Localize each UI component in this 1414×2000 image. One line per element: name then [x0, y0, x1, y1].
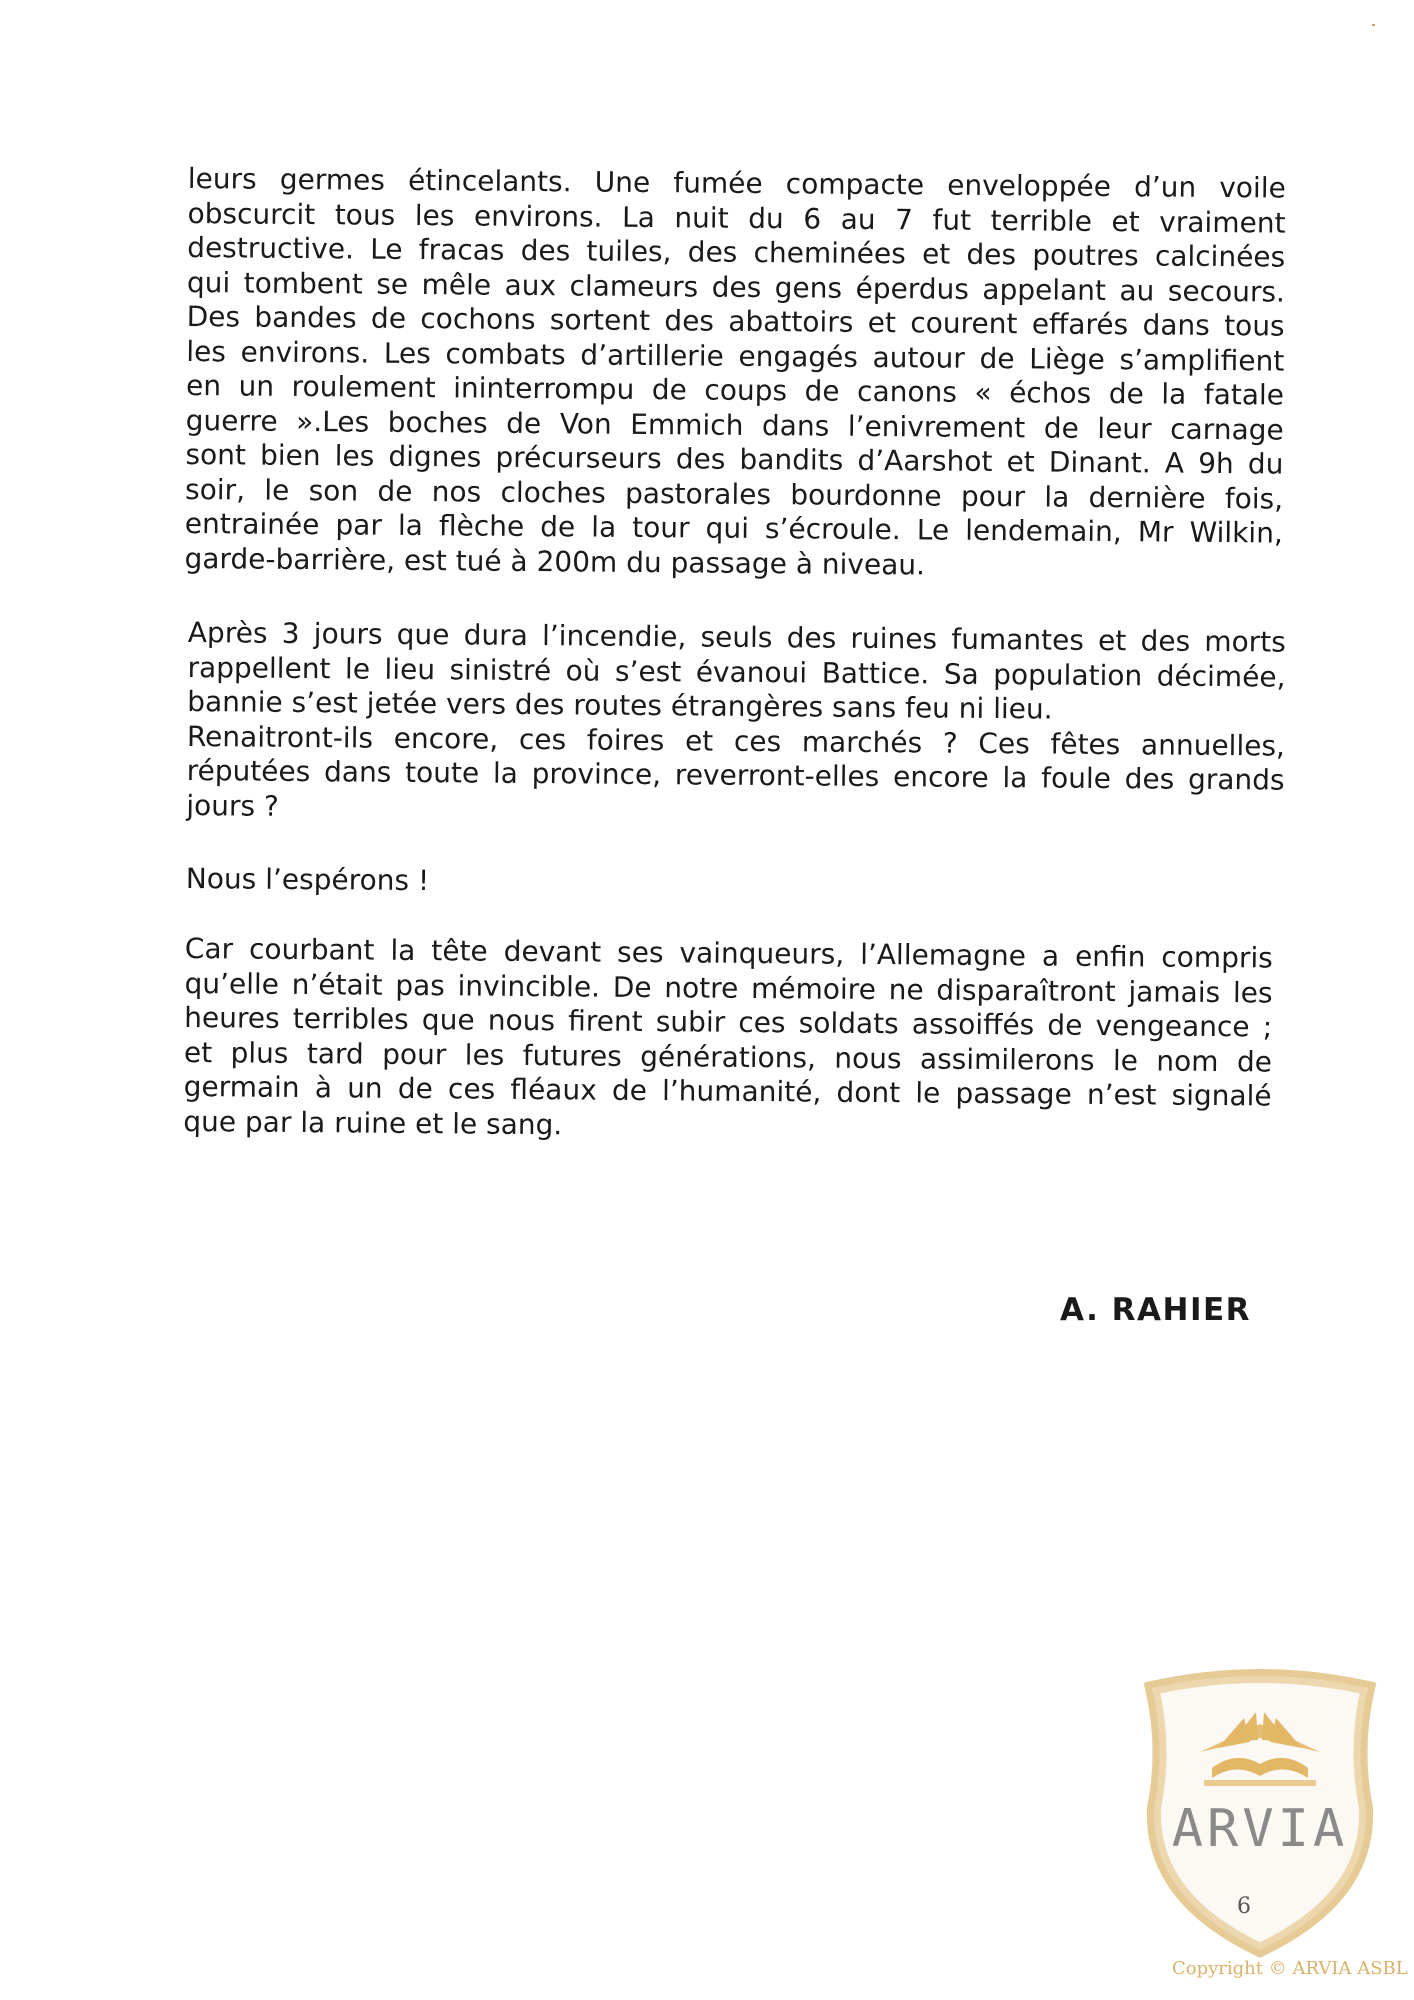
logo-text: ARVIA — [1171, 1799, 1349, 1859]
text-line: réputées dans toute la province, reverront-elles encore la foule des grands — [186, 753, 1285, 797]
text-line: guerre ».Les boches de Von Emmich dans l’enivrement de leur carnage — [185, 403, 1284, 447]
text-line: Des bandes de cochons sortent des abattoirs et courent effarés dans tous — [186, 299, 1285, 343]
paragraph-4 — [183, 932, 1273, 1148]
text-line: Après 3 jours que dura l’incendie, seuls des ruines fumantes et des morts — [187, 616, 1286, 659]
text-line: qui tombent se mêle aux clameurs des gens éperdus appelant au secours. — [186, 265, 1286, 309]
text-line: qu’elle n’était pas invincible. De notre mémoire ne disparaîtront jamais les — [184, 966, 1273, 1009]
text-line: garde-barrière, est tué à 200m du passage à niveau. — [184, 541, 926, 581]
author-signature: A. RAHIER — [1060, 1292, 1252, 1328]
paragraph-1 — [184, 162, 1286, 586]
text-line: soir, le son de nos cloches pastorales bourdonne pour la dernière fois, — [185, 472, 1284, 516]
copyright-notice: Copyright © ARVIA ASBL — [1172, 1958, 1408, 1979]
text-line: sont bien les dignes précurseurs des bandits d’Aarshot et Dinant. A 9h du — [185, 437, 1284, 481]
text-line: obscurcit tous les environs. La nuit du 6 au 7 fut terrible et vraiment — [187, 196, 1286, 240]
text-line: entrainée par la flèche de la tour qui s’écroule. Le lendemain, Mr Wilkin, — [184, 506, 1283, 550]
text-line: Nous l’espérons ! — [185, 862, 430, 898]
text-line: que par la ruine et le sang. — [183, 1104, 563, 1141]
scan-speck — [1372, 24, 1375, 26]
text-line: bannie s’est jetée vers des routes étrangères sans feu ni lieu. — [187, 684, 1053, 726]
arvia-logo — [1140, 1668, 1380, 1958]
paragraph-3 — [186, 862, 1284, 906]
text-line: en un roulement ininterrompu de coups de canons « échos de la fatale — [185, 368, 1285, 412]
text-line: heures terribles que nous firent subir ces soldats assoiffés de vengeance ; — [184, 1000, 1273, 1044]
text-line: germain à un de ces fléaux de l’humanité, dont le passage n’est signalé — [183, 1069, 1272, 1113]
text-line: leurs germes étincelants. Une fumée compacte enveloppée d’un voile — [187, 162, 1286, 205]
text-line: Renaitront-ils encore, ces foires et ces marchés ? Ces fêtes annuelles, — [186, 719, 1286, 763]
text-line: les environs. Les combats d’artillerie engagés autour de Liège s’amplifient — [186, 334, 1285, 378]
page-number: 6 — [1237, 1894, 1251, 1919]
text-line: jours ? — [186, 788, 280, 823]
text-line: Car courbant la tête devant ses vainqueurs, l’Allemagne a enfin compris — [184, 932, 1273, 975]
paragraph-2 — [186, 616, 1286, 833]
text-line: rappellent le lieu sinistré où s’est évanoui Battice. Sa population décimée, — [187, 650, 1286, 694]
text-line: destructive. Le fracas des tuiles, des cheminées et des poutres calcinées — [187, 230, 1286, 274]
text-line: et plus tard pour les futures générations, nous assimilerons le nom de — [183, 1035, 1273, 1078]
